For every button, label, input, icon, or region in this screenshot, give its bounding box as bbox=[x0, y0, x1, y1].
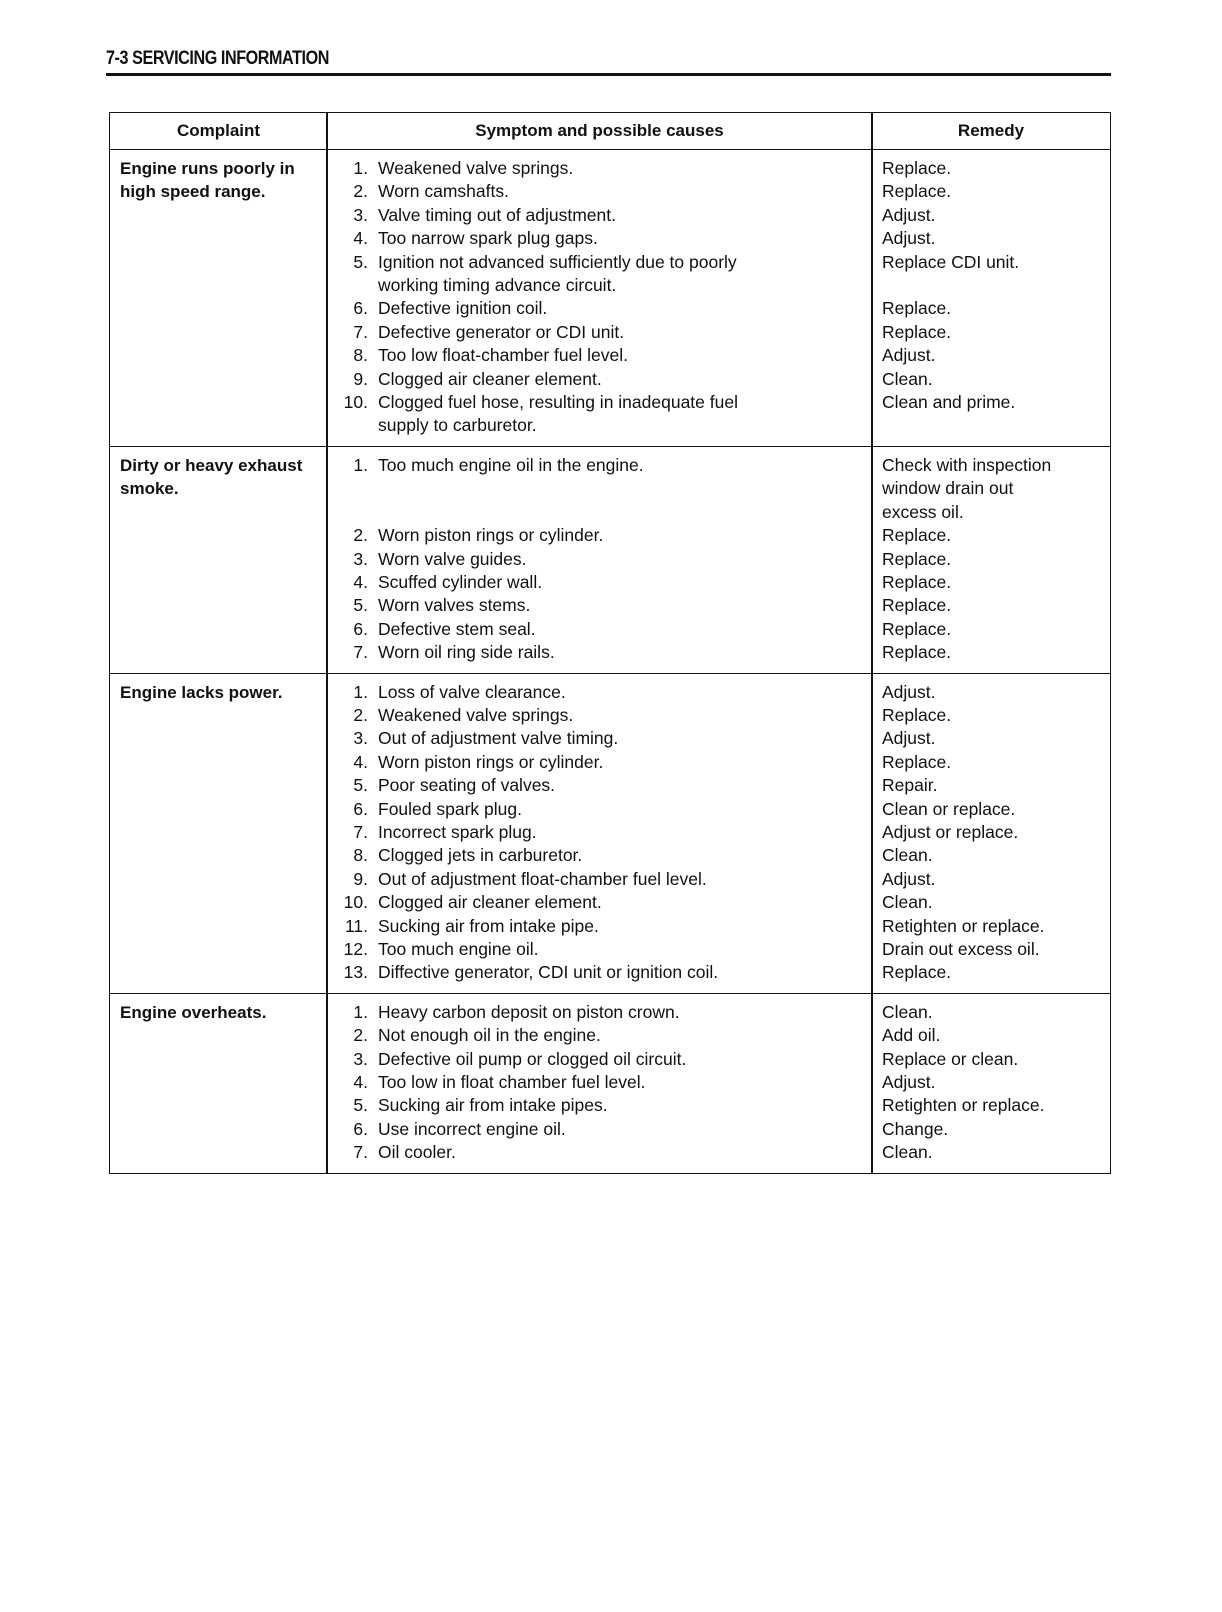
table-row bbox=[327, 227, 1110, 250]
item-number: 6. bbox=[353, 1118, 368, 1139]
complaint-group bbox=[110, 446, 1110, 673]
item-number: 3. bbox=[353, 548, 368, 569]
cause-text: Heavy carbon deposit on piston crown. bbox=[378, 1001, 680, 1022]
cause-text: Defective oil pump or clogged oil circuit. bbox=[378, 1048, 687, 1069]
table-row bbox=[327, 774, 1110, 797]
header-complaint: Complaint bbox=[176, 121, 261, 140]
remedy-text: Add oil. bbox=[882, 1025, 941, 1046]
remedy-text: Drain out excess oil. bbox=[882, 939, 1040, 959]
table-row bbox=[327, 548, 1110, 571]
table-row bbox=[327, 891, 1110, 914]
table-row bbox=[327, 524, 1110, 547]
table-row bbox=[327, 204, 1110, 227]
item-number: 3. bbox=[353, 728, 368, 749]
item-number: 4. bbox=[353, 751, 368, 772]
remedy-text: Adjust. bbox=[882, 345, 936, 366]
cause-text: Not enough oil in the engine. bbox=[378, 1025, 601, 1046]
item-number: 8. bbox=[353, 345, 368, 366]
remedy-text: Replace. bbox=[882, 181, 952, 202]
item-number: 12. bbox=[343, 939, 368, 959]
cause-text: Out of adjustment valve timing. bbox=[378, 728, 619, 749]
remedy-text: Replace. bbox=[882, 298, 952, 319]
remedy-text: Replace. bbox=[882, 321, 952, 342]
item-number: 3. bbox=[353, 204, 368, 225]
table-row bbox=[327, 844, 1110, 867]
table-row bbox=[327, 391, 1110, 438]
item-number: 2. bbox=[353, 525, 368, 546]
table-row bbox=[327, 915, 1110, 938]
remedy-text: Replace. bbox=[882, 618, 952, 639]
remedy-text: Clean. bbox=[882, 1001, 933, 1022]
remedy-text: Replace or clean. bbox=[882, 1048, 1019, 1069]
remedy-text: Adjust. bbox=[882, 868, 936, 889]
table-row bbox=[327, 961, 1110, 984]
item-number: 8. bbox=[353, 845, 368, 866]
item-number: 13. bbox=[343, 962, 368, 983]
item-number: 1. bbox=[353, 454, 368, 475]
table-row bbox=[327, 868, 1110, 891]
remedy-text: Change. bbox=[882, 1118, 949, 1139]
cause-text: Clogged fuel hose, resulting in inadequate fuel supply to carburetor. bbox=[378, 392, 738, 436]
header-symptom: Symptom and possible causes bbox=[475, 121, 724, 140]
table-row bbox=[327, 821, 1110, 844]
column-divider bbox=[326, 113, 328, 1173]
cause-text: Too low in float chamber fuel level. bbox=[378, 1072, 646, 1093]
table-row bbox=[327, 321, 1110, 344]
table-header bbox=[110, 113, 1110, 150]
item-number: 4. bbox=[353, 1072, 368, 1093]
cause-text: Clogged jets in carburetor. bbox=[378, 845, 583, 866]
table-row bbox=[327, 1048, 1110, 1071]
item-number: 1. bbox=[353, 1001, 368, 1022]
table-row bbox=[327, 368, 1110, 391]
item-number: 7. bbox=[353, 1142, 368, 1163]
table-row bbox=[327, 1001, 1110, 1024]
remedy-text: Replace. bbox=[882, 642, 952, 663]
cause-text: Worn oil ring side rails. bbox=[378, 642, 555, 663]
remedy-text: Clean or replace. bbox=[882, 798, 1016, 819]
remedy-text: Adjust. bbox=[882, 204, 936, 225]
header-remedy: Remedy bbox=[957, 121, 1025, 140]
cause-text: Weakened valve springs. bbox=[378, 704, 574, 725]
table-row bbox=[327, 157, 1110, 180]
item-number: 5. bbox=[353, 251, 368, 272]
table-row bbox=[327, 681, 1110, 704]
table-row bbox=[327, 1141, 1110, 1164]
item-number: 2. bbox=[353, 1025, 368, 1046]
table-row bbox=[327, 297, 1110, 320]
cause-text: Loss of valve clearance. bbox=[378, 681, 566, 702]
cause-text: Poor seating of valves. bbox=[378, 775, 556, 796]
cause-text: Worn valve guides. bbox=[378, 548, 527, 569]
remedy-text: Adjust. bbox=[882, 728, 936, 749]
table-row bbox=[327, 454, 1110, 524]
table-row bbox=[327, 251, 1110, 298]
cause-text: Too low float-chamber fuel level. bbox=[378, 345, 628, 366]
table-row bbox=[327, 344, 1110, 367]
table-row bbox=[327, 641, 1110, 664]
remedy-text: Replace. bbox=[882, 751, 952, 772]
item-number: 3. bbox=[353, 1048, 368, 1069]
item-number: 5. bbox=[353, 1095, 368, 1116]
cause-text: Clogged air cleaner element. bbox=[378, 892, 602, 913]
cause-text: Valve timing out of adjustment. bbox=[378, 204, 616, 225]
complaint-group bbox=[110, 673, 1110, 993]
cause-text: Diffective generator, CDI unit or ignition coil. bbox=[378, 962, 719, 983]
cause-text: Scuffed cylinder wall. bbox=[378, 571, 543, 592]
item-list bbox=[327, 454, 1110, 665]
item-list bbox=[327, 681, 1110, 985]
table-row bbox=[327, 751, 1110, 774]
cause-text: Too narrow spark plug gaps. bbox=[378, 228, 598, 249]
remedy-text: Replace. bbox=[882, 962, 952, 983]
table-row bbox=[327, 571, 1110, 594]
cause-text: Weakened valve springs. bbox=[378, 158, 574, 178]
item-list bbox=[327, 157, 1110, 438]
remedy-text: Replace. bbox=[882, 548, 952, 569]
table-row bbox=[327, 1118, 1110, 1141]
remedy-text: Adjust or replace. bbox=[882, 821, 1019, 842]
item-number: 10. bbox=[343, 892, 368, 913]
column-divider bbox=[871, 113, 873, 1173]
item-number: 9. bbox=[353, 868, 368, 889]
table-row bbox=[327, 180, 1110, 203]
cause-text: Worn camshafts. bbox=[378, 181, 509, 202]
complaint-text: Engine overheats. bbox=[120, 1002, 267, 1022]
remedy-text: Adjust. bbox=[882, 228, 936, 249]
remedy-text: Adjust. bbox=[882, 681, 936, 702]
cause-text: Use incorrect engine oil. bbox=[378, 1118, 566, 1139]
remedy-text: Replace. bbox=[882, 158, 952, 178]
item-number: 5. bbox=[353, 775, 368, 796]
cause-text: Clogged air cleaner element. bbox=[378, 368, 602, 389]
item-number: 6. bbox=[353, 618, 368, 639]
item-number: 6. bbox=[353, 298, 368, 319]
complaint-group bbox=[110, 993, 1110, 1173]
complaint-text: Dirty or heavy exhaust smoke. bbox=[120, 455, 303, 499]
complaint-group bbox=[110, 150, 1110, 446]
cause-text: Defective ignition coil. bbox=[378, 298, 548, 319]
cause-text: Fouled spark plug. bbox=[378, 798, 522, 819]
item-number: 4. bbox=[353, 228, 368, 249]
item-number: 9. bbox=[353, 368, 368, 389]
remedy-text: Clean. bbox=[882, 368, 933, 389]
item-number: 7. bbox=[353, 321, 368, 342]
item-list bbox=[327, 1001, 1110, 1165]
item-number: 2. bbox=[353, 704, 368, 725]
remedy-text: Retighten or replace. bbox=[882, 1095, 1045, 1116]
complaint-text: Engine runs poorly in high speed range. bbox=[120, 159, 295, 202]
remedy-text: Replace. bbox=[882, 525, 952, 546]
cause-text: Ignition not advanced sufficiently due to poorly working timing advance circuit. bbox=[378, 251, 737, 296]
table-row bbox=[327, 798, 1110, 821]
table-row bbox=[327, 1024, 1110, 1047]
title-rule bbox=[106, 73, 1111, 76]
troubleshooting-table bbox=[109, 112, 1111, 1174]
remedy-text: Replace. bbox=[882, 571, 952, 592]
cause-text: Worn valves stems. bbox=[378, 595, 531, 616]
table-row bbox=[327, 594, 1110, 617]
remedy-text: Repair. bbox=[882, 775, 938, 796]
remedy-text: Replace. bbox=[882, 704, 952, 725]
cause-text: Defective generator or CDI unit. bbox=[378, 321, 625, 342]
cause-text: Sucking air from intake pipe. bbox=[378, 915, 599, 936]
table-row bbox=[327, 938, 1110, 961]
item-number: 11. bbox=[344, 915, 368, 936]
item-number: 1. bbox=[353, 158, 368, 178]
remedy-text: Clean and prime. bbox=[882, 392, 1016, 413]
item-number: 6. bbox=[353, 798, 368, 819]
complaint-text: Engine lacks power. bbox=[120, 682, 283, 702]
item-number: 7. bbox=[353, 821, 368, 842]
remedy-text: Adjust. bbox=[882, 1072, 936, 1093]
item-number: 4. bbox=[353, 571, 368, 592]
cause-text: Defective stem seal. bbox=[378, 618, 536, 639]
table-row bbox=[327, 1071, 1110, 1094]
cause-text: Out of adjustment float-chamber fuel level. bbox=[378, 868, 707, 889]
item-number: 5. bbox=[353, 595, 368, 616]
cause-text: Too much engine oil. bbox=[378, 939, 539, 959]
remedy-text: Clean. bbox=[882, 1142, 933, 1163]
remedy-text: Clean. bbox=[882, 845, 933, 866]
table-row bbox=[327, 1094, 1110, 1117]
item-number: 7. bbox=[353, 642, 368, 663]
item-number: 1. bbox=[353, 681, 368, 702]
item-number: 10. bbox=[343, 392, 368, 413]
remedy-text: Clean. bbox=[882, 892, 933, 913]
cause-text: Worn piston rings or cylinder. bbox=[378, 525, 604, 546]
remedy-text: Retighten or replace. bbox=[882, 915, 1045, 936]
section-title: 7-3 SERVICING INFORMATION bbox=[106, 48, 329, 69]
table-row bbox=[327, 618, 1110, 641]
table-body bbox=[110, 150, 1110, 1173]
cause-text: Too much engine oil in the engine. bbox=[378, 454, 644, 475]
remedy-text: Check with inspection window drain out excess oil. bbox=[882, 454, 1052, 522]
remedy-text: Replace CDI unit. bbox=[882, 251, 1020, 272]
cause-text: Worn piston rings or cylinder. bbox=[378, 751, 604, 772]
cause-text: Incorrect spark plug. bbox=[378, 821, 537, 842]
table-row bbox=[327, 727, 1110, 750]
cause-text: Sucking air from intake pipes. bbox=[378, 1095, 608, 1116]
table-row bbox=[327, 704, 1110, 727]
remedy-text: Replace. bbox=[882, 595, 952, 616]
cause-text: Oil cooler. bbox=[378, 1142, 456, 1163]
item-number: 2. bbox=[353, 181, 368, 202]
